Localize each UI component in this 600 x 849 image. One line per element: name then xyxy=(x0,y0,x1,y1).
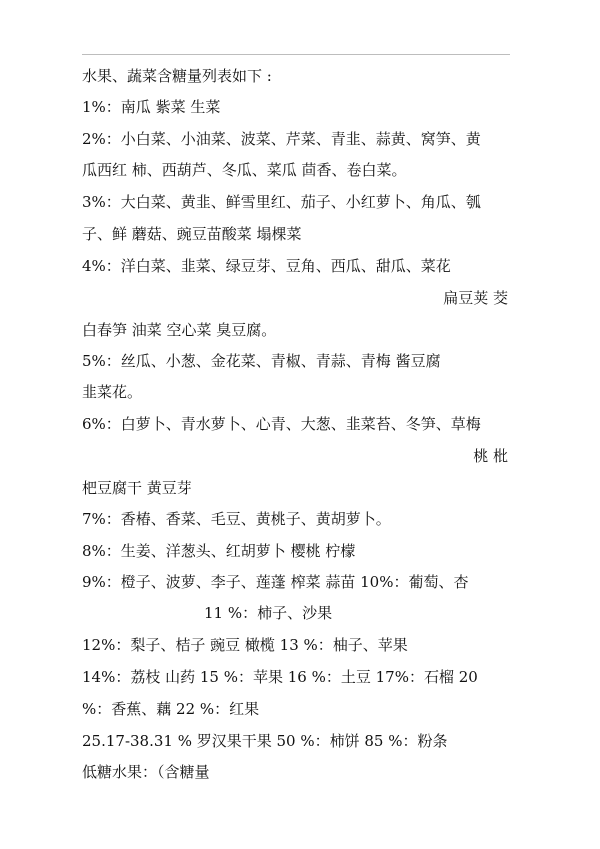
text-line: 1%：南瓜 紫菜 生菜 xyxy=(82,98,221,116)
text-line: 杷豆腐干 黄豆芽 xyxy=(82,479,192,497)
text-line-right: 桃 枇 xyxy=(473,447,508,465)
text-line: 白春笋 油菜 空心菜 臭豆腐。 xyxy=(82,321,277,339)
text-line: 12%：梨子、桔子 豌豆 橄榄 13 %：柚子、苹果 xyxy=(82,636,408,654)
heading-line: 水果、蔬菜含糖量列表如下 : xyxy=(82,67,272,85)
text-line: 2%：小白菜、小油菜、波菜、芹菜、青韭、蒜黄、窝笋、黄 xyxy=(82,130,481,148)
text-line: 韭菜花。 xyxy=(82,383,143,401)
text-line: 3%：大白菜、黄韭、鲜雪里红、茄子、小红萝卜、角瓜、瓠 xyxy=(82,193,481,211)
text-line: 25.17-38.31 % 罗汉果干果 50 %：柿饼 85 %：粉条 xyxy=(82,732,448,750)
text-line: 9%：橙子、波萝、李子、莲蓬 榨菜 蒜苗 10%：葡萄、杏 xyxy=(82,573,469,591)
text-line: 6%：白萝卜、青水萝卜、心青、大葱、韭菜苔、冬笋、草梅 xyxy=(82,415,481,433)
text-line-right: 扁豆荚 茭 xyxy=(443,289,508,307)
text-line: 瓜西红 柿、西葫芦、冬瓜、菜瓜 茴香、卷白菜。 xyxy=(82,161,407,179)
text-line: 7%：香椿、香菜、毛豆、黄桃子、黄胡萝卜。 xyxy=(82,510,391,528)
text-line: 低糖水果：（含糖量 xyxy=(82,763,210,781)
text-line: 14%：荔枝 山药 15 %：苹果 16 %：土豆 17%：石榴 20 xyxy=(82,668,478,686)
text-line: 5%：丝瓜、小葱、金花菜、青椒、青蒜、青梅 酱豆腐 xyxy=(82,352,441,370)
text-line: 8%：生姜、洋葱头、红胡萝卜 樱桃 柠檬 xyxy=(82,542,356,560)
text-line: %：香蕉、藕 22 %：红果 xyxy=(82,700,260,718)
text-line-indented: 11 %：柿子、沙果 xyxy=(204,604,333,622)
header-rule xyxy=(82,54,510,55)
text-line: 子、鲜 蘑菇、豌豆苗酸菜 塌棵菜 xyxy=(82,225,302,243)
text-line: 4%：洋白菜、韭菜、绿豆芽、豆角、西瓜、甜瓜、菜花 xyxy=(82,257,451,275)
